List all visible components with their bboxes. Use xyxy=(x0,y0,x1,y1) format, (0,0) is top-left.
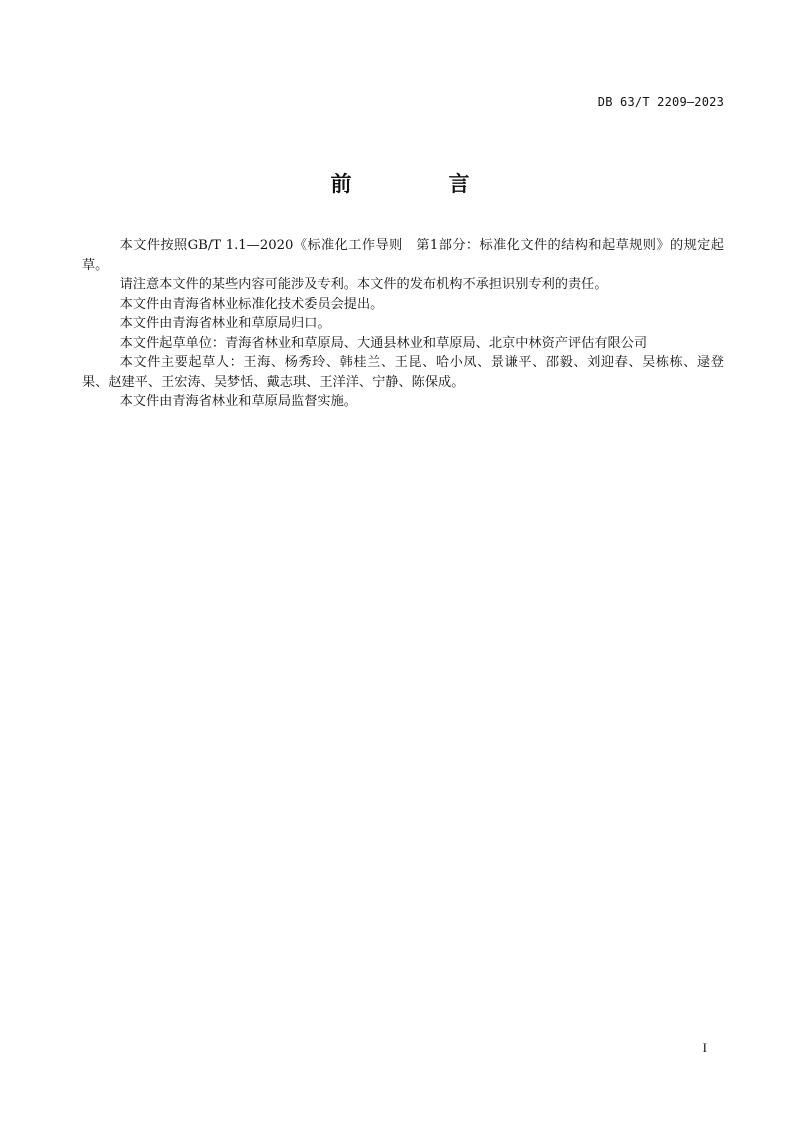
foreword-body xyxy=(82,236,724,412)
paragraph-drafting-rules: 本文件按照GB/T 1.1—2020《标准化工作导则 第1部分：标准化文件的结构和起草规则》的规定起草。 xyxy=(82,238,724,273)
paragraph-drafting-units: 本文件起草单位：青海省林业和草原局、大通县林业和草原局、北京中林资产评估有限公司 xyxy=(119,335,648,351)
paragraph-supervised-by: 本文件由青海省林业和草原局监督实施。 xyxy=(119,394,357,409)
paragraph-proposed-by: 本文件由青海省林业标准化技术委员会提出。 xyxy=(119,296,384,312)
paragraph-administered-by: 本文件由青海省林业和草原局归口。 xyxy=(119,316,331,331)
paragraph-patent-notice: 请注意本文件的某些内容可能涉及专利。本文件的发布机构不承担识别专利的责任。 xyxy=(119,277,608,292)
page-title: 前 言 xyxy=(330,172,508,196)
paragraph-main-drafters: 本文件主要起草人：王海、杨秀玲、韩桂兰、王昆、哈小凤、景谦平、邵毅、刘迎春、吴栋栋、逯登果、赵建平、王宏涛、吴梦恬、戴志琪、王洋洋、宁静、陈保成。 xyxy=(82,355,724,390)
document-code: DB 63/T 2209—2023 xyxy=(597,95,724,109)
page-number: I xyxy=(702,1040,707,1055)
